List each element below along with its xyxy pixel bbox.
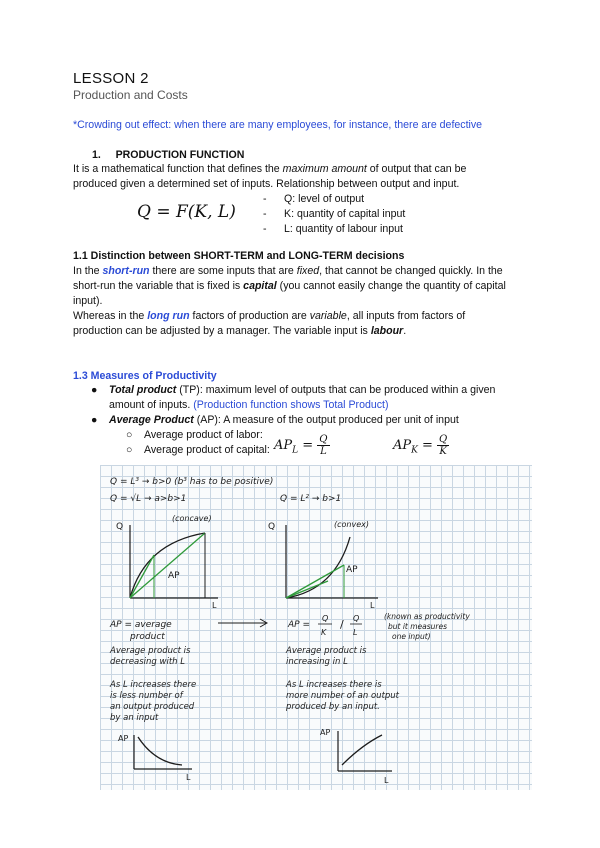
ap-formula-q2: Q [353, 614, 360, 623]
text-span: , all inputs from factors of [346, 310, 466, 322]
text-span: input). [73, 295, 103, 307]
label-concave: (concave) [172, 514, 212, 523]
ap-formula-lhs: AP = [288, 620, 310, 630]
text-span: , that cannot be changed quickly. In the [319, 265, 503, 277]
inc-line-2: increasing in L [286, 657, 348, 667]
inc-line-1: Average product is [286, 646, 367, 656]
more-line-3: produced by an input. [286, 702, 380, 712]
text-span: Average product of capital: [144, 444, 270, 456]
bottom-left-l-axis: L [186, 773, 191, 782]
ap-formula-q1: Q [322, 614, 329, 623]
bottom-left-decreasing-curve [138, 737, 182, 765]
note-top-left-1: Q = L³ → b>0 (b³ has to be positive) [110, 477, 274, 487]
definition-text: Q: level of output [284, 193, 365, 205]
long-run-paragraph [73, 309, 523, 339]
sub-average-product-labor: ○ Average product of labor: [126, 429, 263, 441]
axis-q-left: Q [116, 522, 124, 532]
apk-formula: $AP_K$ = $\frac{Q}{K}$ [393, 434, 448, 457]
right-ap-label: AP [346, 565, 358, 575]
bottom-right-ap-axis: AP [320, 728, 331, 737]
section-1-title: PRODUCTION FUNCTION [115, 149, 245, 161]
left-ap-ray-1 [130, 555, 154, 598]
less-line-4: by an input [110, 713, 159, 723]
bullet-average-product [91, 413, 521, 428]
dec-line-2: decreasing with L [110, 657, 185, 667]
apl-den: L [320, 446, 327, 457]
term-capital: capital [243, 280, 277, 292]
handwritten-notes-drawing [100, 465, 532, 790]
text-span: amount of inputs. [109, 399, 194, 411]
section-1-paragraph [73, 162, 523, 192]
section-1-heading [92, 149, 244, 161]
label-convex: (convex) [334, 520, 369, 529]
text-span: of output that can be [366, 163, 467, 175]
ap-formula-l: L [353, 628, 358, 637]
term-total-product: Total product [109, 384, 177, 396]
ap-average-line-2: product [130, 632, 165, 642]
bullet-total-product [91, 383, 521, 413]
apk-den: K [439, 446, 447, 457]
lesson-title: LESSON 2 [73, 70, 149, 87]
more-line-1: As L increases there is [286, 680, 382, 690]
text-span: Average product of labor: [144, 429, 263, 441]
bottom-left-ap-axis: AP [118, 734, 129, 743]
production-function-formula: Q = F(K, L) [137, 202, 236, 222]
apl-fraction [317, 434, 329, 457]
ap-note-line-1: (known as productivity [384, 612, 470, 621]
definition-q: - Q: level of output [263, 193, 365, 205]
text-span: production can be adjusted by a manager. The variable input is [73, 325, 371, 337]
bottom-right-increasing-curve [342, 735, 382, 765]
crowding-out-note: *Crowding out effect: when there are many employees, for instance, there are defective [73, 119, 483, 131]
left-ap-label: AP [168, 571, 180, 581]
ap-note-line-3: one input) [392, 632, 431, 641]
ap-formula-k: K [321, 628, 327, 637]
handwritten-notes-image [100, 465, 532, 790]
emphasis-max-amount: maximum amount [282, 163, 367, 175]
apk-fraction [437, 434, 449, 457]
ap-average-line-1: AP = average [110, 620, 172, 630]
definition-l: - L: quantity of labour input [263, 223, 403, 235]
apl-lhs: AP [274, 438, 293, 453]
lesson-subtitle: Production and Costs [73, 88, 188, 102]
apk-lhs: AP [393, 438, 412, 453]
apl-formula: $AP_L$ = $\frac{Q}{L}$ [274, 434, 328, 457]
section-1-3-heading: 1.3 Measures of Productivity [73, 370, 217, 382]
more-line-2: more number of an output [286, 691, 400, 701]
term-average-product: Average Product [109, 414, 194, 426]
term-variable: variable [309, 310, 347, 322]
text-span: It is a mathematical function that defines the [73, 163, 283, 175]
term-fixed: fixed [296, 265, 320, 277]
text-span: there are some inputs that are [149, 265, 297, 277]
axis-l-left: L [212, 601, 217, 610]
less-line-1: As L increases there [110, 680, 197, 690]
sub-average-product-capital: ○ Average product of capital: [126, 444, 270, 456]
ap-formula-slash: / [340, 618, 344, 631]
section-1-1-heading: 1.1 Distinction between SHORT-TERM and LONG-TERM decisions [73, 250, 405, 262]
text-span: (AP): A measure of the output produced per unit of input [193, 414, 459, 426]
apk-num: Q [439, 434, 448, 445]
bullet-dot: ● [91, 414, 98, 426]
less-line-3: an output produced [110, 702, 195, 712]
less-line-2: is less number of [110, 691, 183, 701]
apk-subscript: K [411, 445, 418, 456]
text-span: factors of production are [189, 310, 310, 322]
term-long-run: long run [147, 310, 190, 322]
text-span: (TP): maximum level of outputs that can be produced within a given [176, 384, 496, 396]
apl-num: Q [319, 434, 328, 445]
definition-k: - K: quantity of capital input [263, 208, 406, 220]
text-span: (you cannot easily change the quantity of capital [276, 280, 506, 292]
axis-l-right: L [370, 601, 375, 610]
apl-subscript: L [292, 445, 299, 456]
text-span: In the [73, 265, 103, 277]
left-ap-ray-2 [130, 533, 205, 598]
text-span: Whereas in the [73, 310, 148, 322]
bottom-right-l-axis: L [384, 776, 389, 785]
ap-note-line-2: but it measures [388, 622, 448, 631]
axis-q-right: Q [268, 522, 276, 532]
text-span: short-run the variable that is fixed is [73, 280, 244, 292]
short-run-paragraph [73, 264, 523, 309]
text-span: . [403, 325, 407, 337]
section-1-number: 1. [92, 149, 101, 161]
note-top-left-2: Q = √L → a>b>1 [110, 494, 187, 504]
note-top-right: Q = L² → b>1 [280, 494, 342, 504]
bullet-dot: ● [91, 384, 98, 396]
definition-text: L: quantity of labour input [284, 223, 403, 235]
right-ap-ray-2 [286, 565, 344, 598]
term-short-run: short-run [102, 265, 150, 277]
dec-line-1: Average product is [110, 646, 191, 656]
right-ap-ray-1 [286, 581, 328, 598]
definition-text: K: quantity of capital input [284, 208, 406, 220]
tp-note: (Production function shows Total Product) [193, 399, 389, 411]
term-labour: labour [370, 325, 404, 337]
text-span: produced given a determined set of inputs. Relationship between output and input. [73, 178, 460, 190]
